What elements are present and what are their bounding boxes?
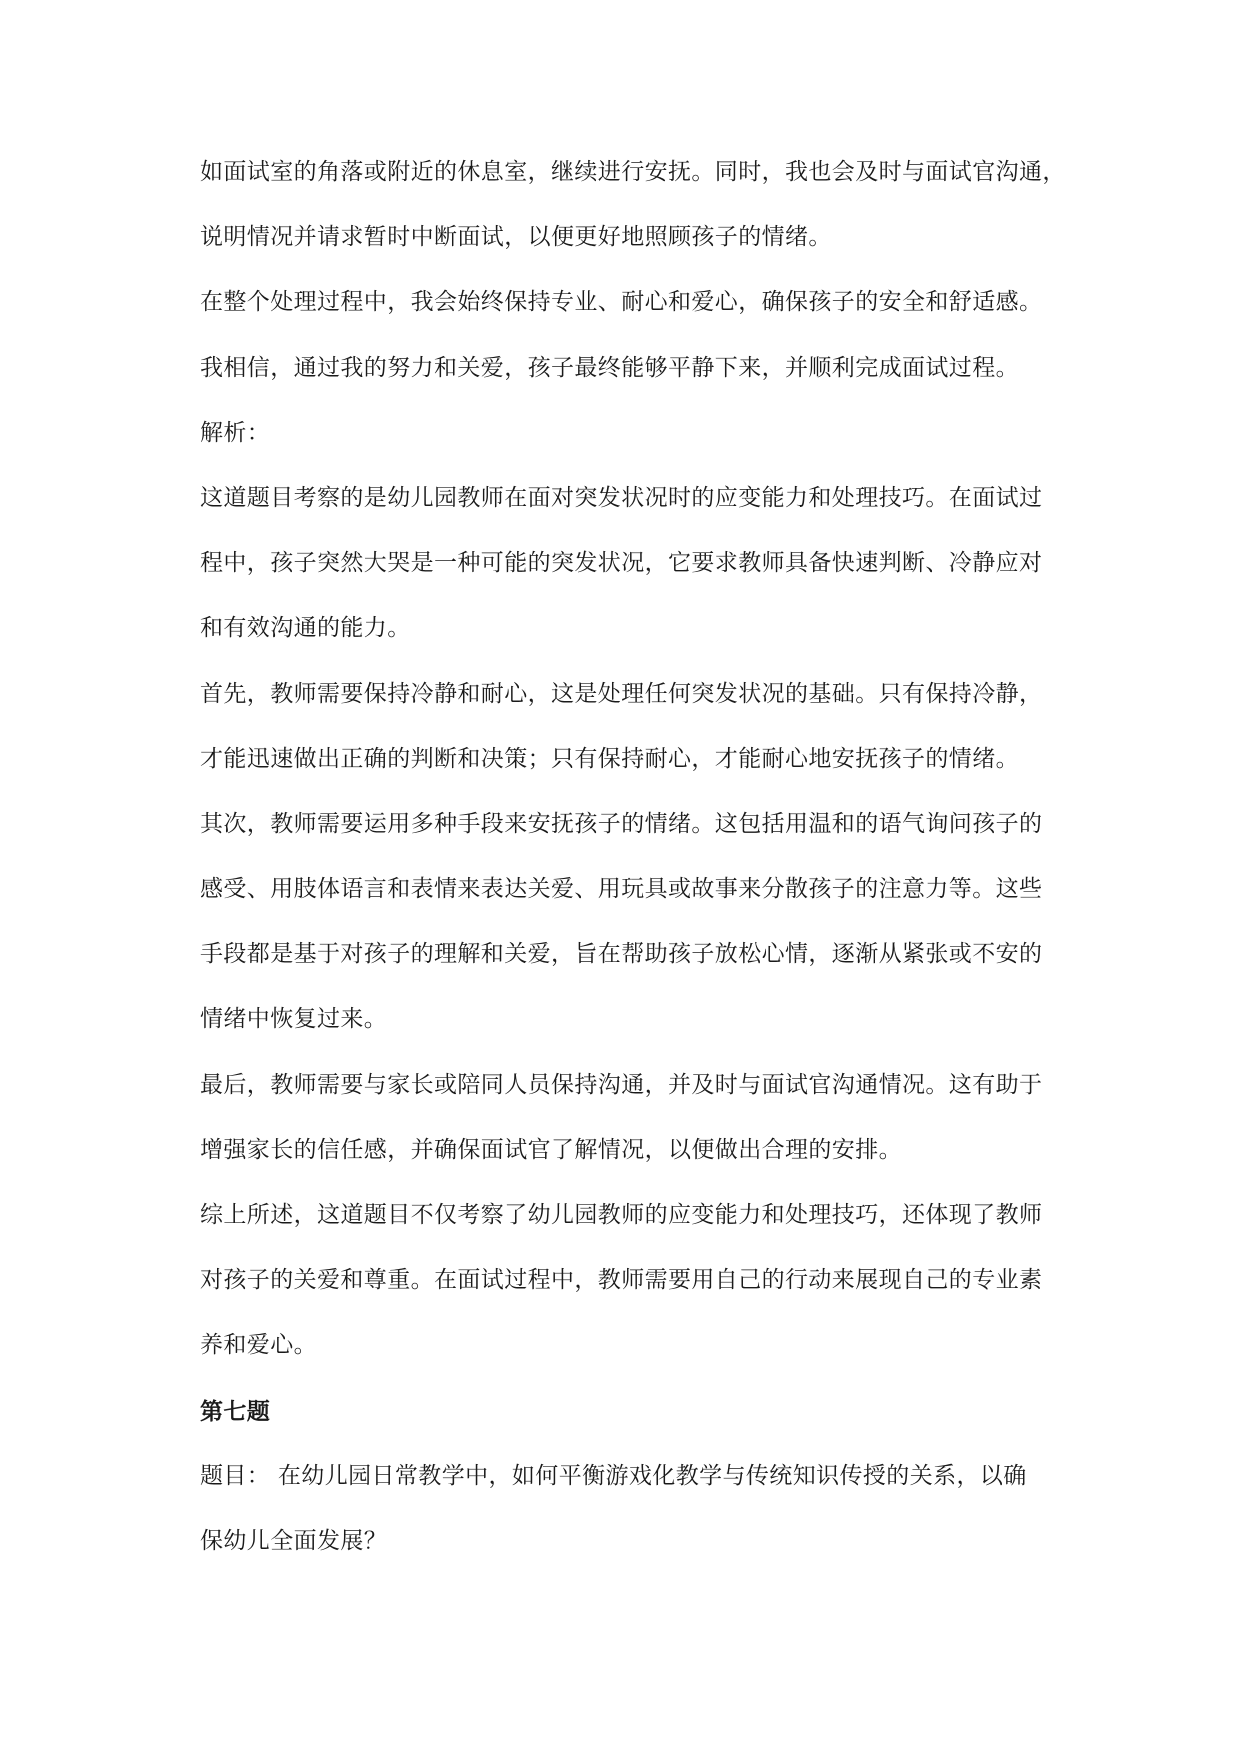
text-line: 题目： 在幼儿园日常教学中，如何平衡游戏化教学与传统知识传授的关系，以确 bbox=[200, 1462, 1027, 1489]
text-line: 最后，教师需要与家长或陪同人员保持沟通，并及时与面试官沟通情况。这有助于 bbox=[200, 1071, 1043, 1098]
text-line: 程中，孩子突然大哭是一种可能的突发状况，它要求教师具备快速判断、冷静应对 bbox=[200, 550, 1043, 577]
text-line: 其次，教师需要运用多种手段来安抚孩子的情绪。这包括用温和的语气询问孩子的 bbox=[200, 810, 1043, 837]
text-line: 情绪中恢复过来。 bbox=[200, 1006, 388, 1033]
text-line: 感受、用肢体语言和表情来表达关爱、用玩具或故事来分散孩子的注意力等。这些 bbox=[200, 876, 1043, 903]
text-line: 首先，教师需要保持冷静和耐心，这是处理任何突发状况的基础。只有保持冷静， bbox=[200, 680, 1043, 707]
text-line: 手段都是基于对孩子的理解和关爱，旨在帮助孩子放松心情，逐渐从紧张或不安的 bbox=[200, 941, 1043, 968]
text-line: 这道题目考察的是幼儿园教师在面对突发状况时的应变能力和处理技巧。在面试过 bbox=[200, 484, 1043, 511]
text-line: 养和爱心。 bbox=[200, 1332, 317, 1359]
text-line: 和有效沟通的能力。 bbox=[200, 615, 411, 642]
text-line: 综上所述，这道题目不仅考察了幼儿园教师的应变能力和处理技巧，还体现了教师 bbox=[200, 1202, 1043, 1228]
text-line: 我相信，通过我的努力和关爱，孩子最终能够平静下来，并顺利完成面试过程。 bbox=[200, 354, 1019, 381]
text-line: 解析： bbox=[200, 419, 271, 446]
text-line: 说明情况并请求暂时中断面试，以便更好地照顾孩子的情绪。 bbox=[200, 224, 832, 251]
section-heading: 第七题 bbox=[200, 1397, 271, 1425]
text-line: 保幼儿全面发展？ bbox=[200, 1527, 388, 1554]
text-line: 对孩子的关爱和尊重。在面试过程中，教师需要用自己的行动来展现自己的专业素 bbox=[200, 1267, 1043, 1294]
text-line: 才能迅速做出正确的判断和决策；只有保持耐心，才能耐心地安抚孩子的情绪。 bbox=[200, 745, 1019, 772]
text-line: 在整个处理过程中，我会始终保持专业、耐心和爱心，确保孩子的安全和舒适感。 bbox=[200, 289, 1043, 316]
text-line: 如面试室的角落或附近的休息室，继续进行安抚。同时，我也会及时与面试官沟通， bbox=[200, 159, 1066, 185]
document-body bbox=[200, 140, 1120, 1574]
text-line: 增强家长的信任感，并确保面试官了解情况，以便做出合理的安排。 bbox=[200, 1136, 902, 1163]
